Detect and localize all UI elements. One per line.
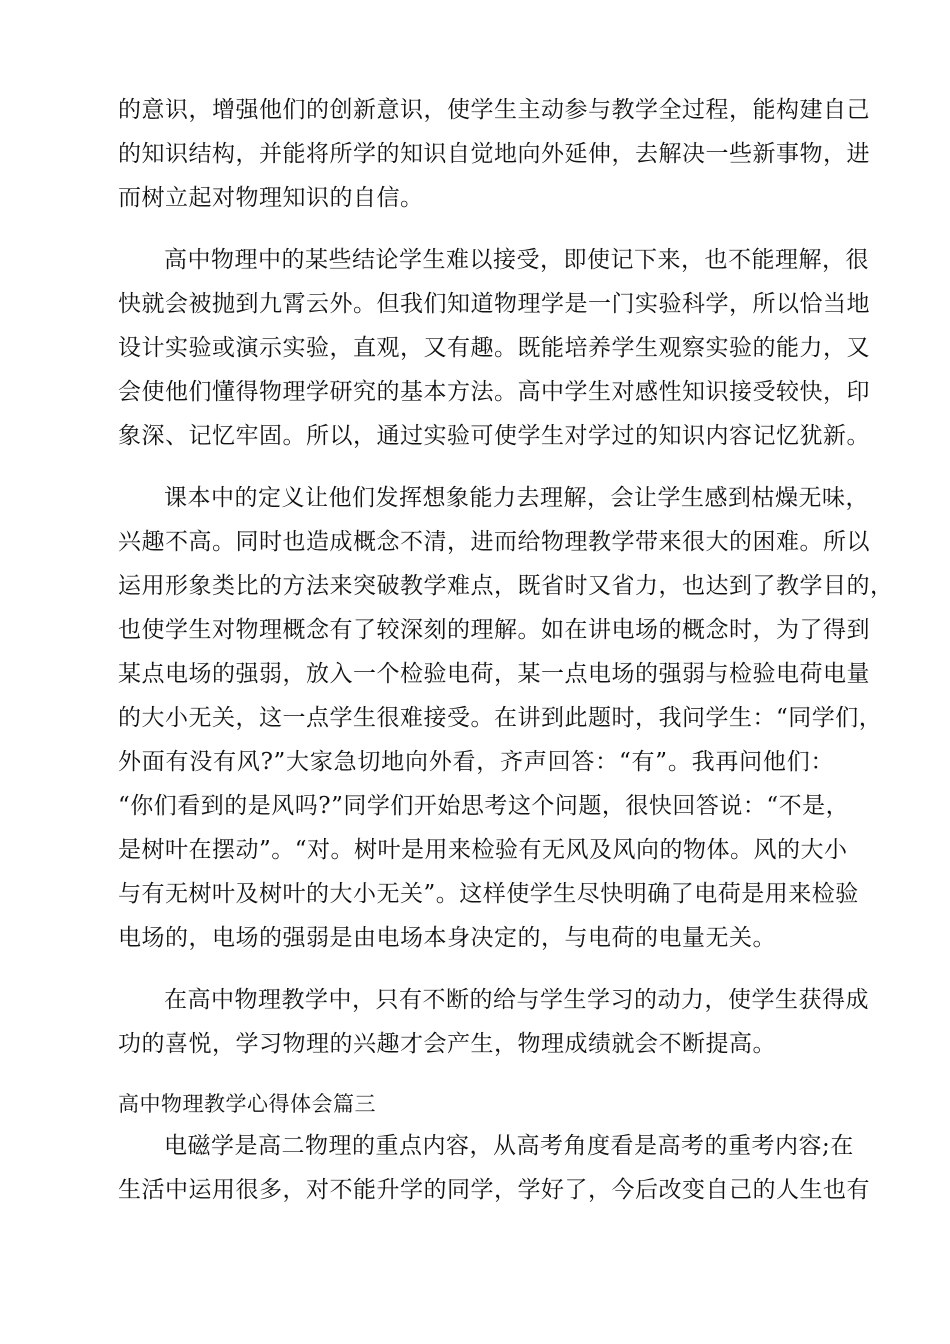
text-line: 而树立起对物理知识的自信。 bbox=[118, 185, 424, 211]
text-line: 会使他们懂得物理学研究的基本方法。高中学生对感性知识接受较快，印 bbox=[118, 379, 870, 405]
text-line: 生活中运用很多，对不能升学的同学，学好了，今后改变自己的人生也有 bbox=[118, 1177, 870, 1203]
text-line: 电磁学是高二物理的重点内容，从高考角度看是高考的重考内容;在 bbox=[164, 1133, 854, 1159]
text-line: 在高中物理教学中，只有不断的给与学生学习的动力，使学生获得成 bbox=[164, 987, 869, 1013]
text-line: 功的喜悦，学习物理的兴趣才会产生，物理成绩就会不断提高。 bbox=[118, 1031, 776, 1057]
text-line: 兴趣不高。同时也造成概念不清，进而给物理教学带来很大的困难。所以 bbox=[118, 529, 870, 555]
paragraph-2 bbox=[118, 238, 870, 458]
text-line: 电场的，电场的强弱是由电场本身决定的，与电荷的电量无关。 bbox=[118, 925, 776, 951]
text-line: 象深、记忆牢固。所以，通过实验可使学生对学过的知识内容记忆犹新。 bbox=[118, 423, 870, 449]
text-line: 的大小无关，这一点学生很难接受。在讲到此题时，我问学生：“同学们， bbox=[118, 705, 883, 731]
text-line: 高中物理中的某些结论学生难以接受，即使记下来，也不能理解，很 bbox=[164, 247, 869, 273]
text-line: 的意识，增强他们的创新意识，使学生主动参与教学全过程，能构建自己 bbox=[118, 97, 870, 123]
text-line: 也使学生对物理概念有了较深刻的理解。如在讲电场的概念时，为了得到 bbox=[118, 617, 870, 643]
text-line: 与有无树叶及树叶的大小无关”。这样使学生尽快明确了电荷是用来检验 bbox=[118, 881, 859, 907]
paragraph-3 bbox=[118, 476, 894, 960]
text-line: 外面有没有风?”大家急切地向外看，齐声回答：“有”。我再问他们： bbox=[118, 749, 834, 775]
text-line: 课本中的定义让他们发挥想象能力去理解，会让学生感到枯燥无味， bbox=[164, 485, 869, 511]
text-line: 某点电场的强弱，放入一个检验电荷，某一点电场的强弱与检验电荷电量 bbox=[118, 661, 870, 687]
text-line: 设计实验或演示实验，直观，又有趣。既能培养学生观察实验的能力，又 bbox=[118, 335, 870, 361]
paragraph-4 bbox=[118, 978, 869, 1066]
paragraph-1 bbox=[118, 88, 870, 220]
text-line: 运用形象类比的方法来突破教学难点，既省时又省力，也达到了教学目的， bbox=[118, 573, 894, 599]
text-line: 快就会被抛到九霄云外。但我们知道物理学是一门实验科学，所以恰当地 bbox=[118, 291, 870, 317]
paragraph-5 bbox=[118, 1124, 870, 1212]
section-heading: 高中物理教学心得体会篇三 bbox=[118, 1092, 376, 1116]
text-line: 是树叶在摆动”。“对。树叶是用来检验有无风及风向的物体。风的大小 bbox=[118, 837, 848, 863]
document-page bbox=[118, 88, 894, 1212]
text-line: “你们看到的是风吗?”同学们开始思考这个问题，很快回答说：“不是， bbox=[118, 793, 850, 819]
text-line: 的知识结构，并能将所学的知识自觉地向外延伸，去解决一些新事物，进 bbox=[118, 141, 870, 167]
